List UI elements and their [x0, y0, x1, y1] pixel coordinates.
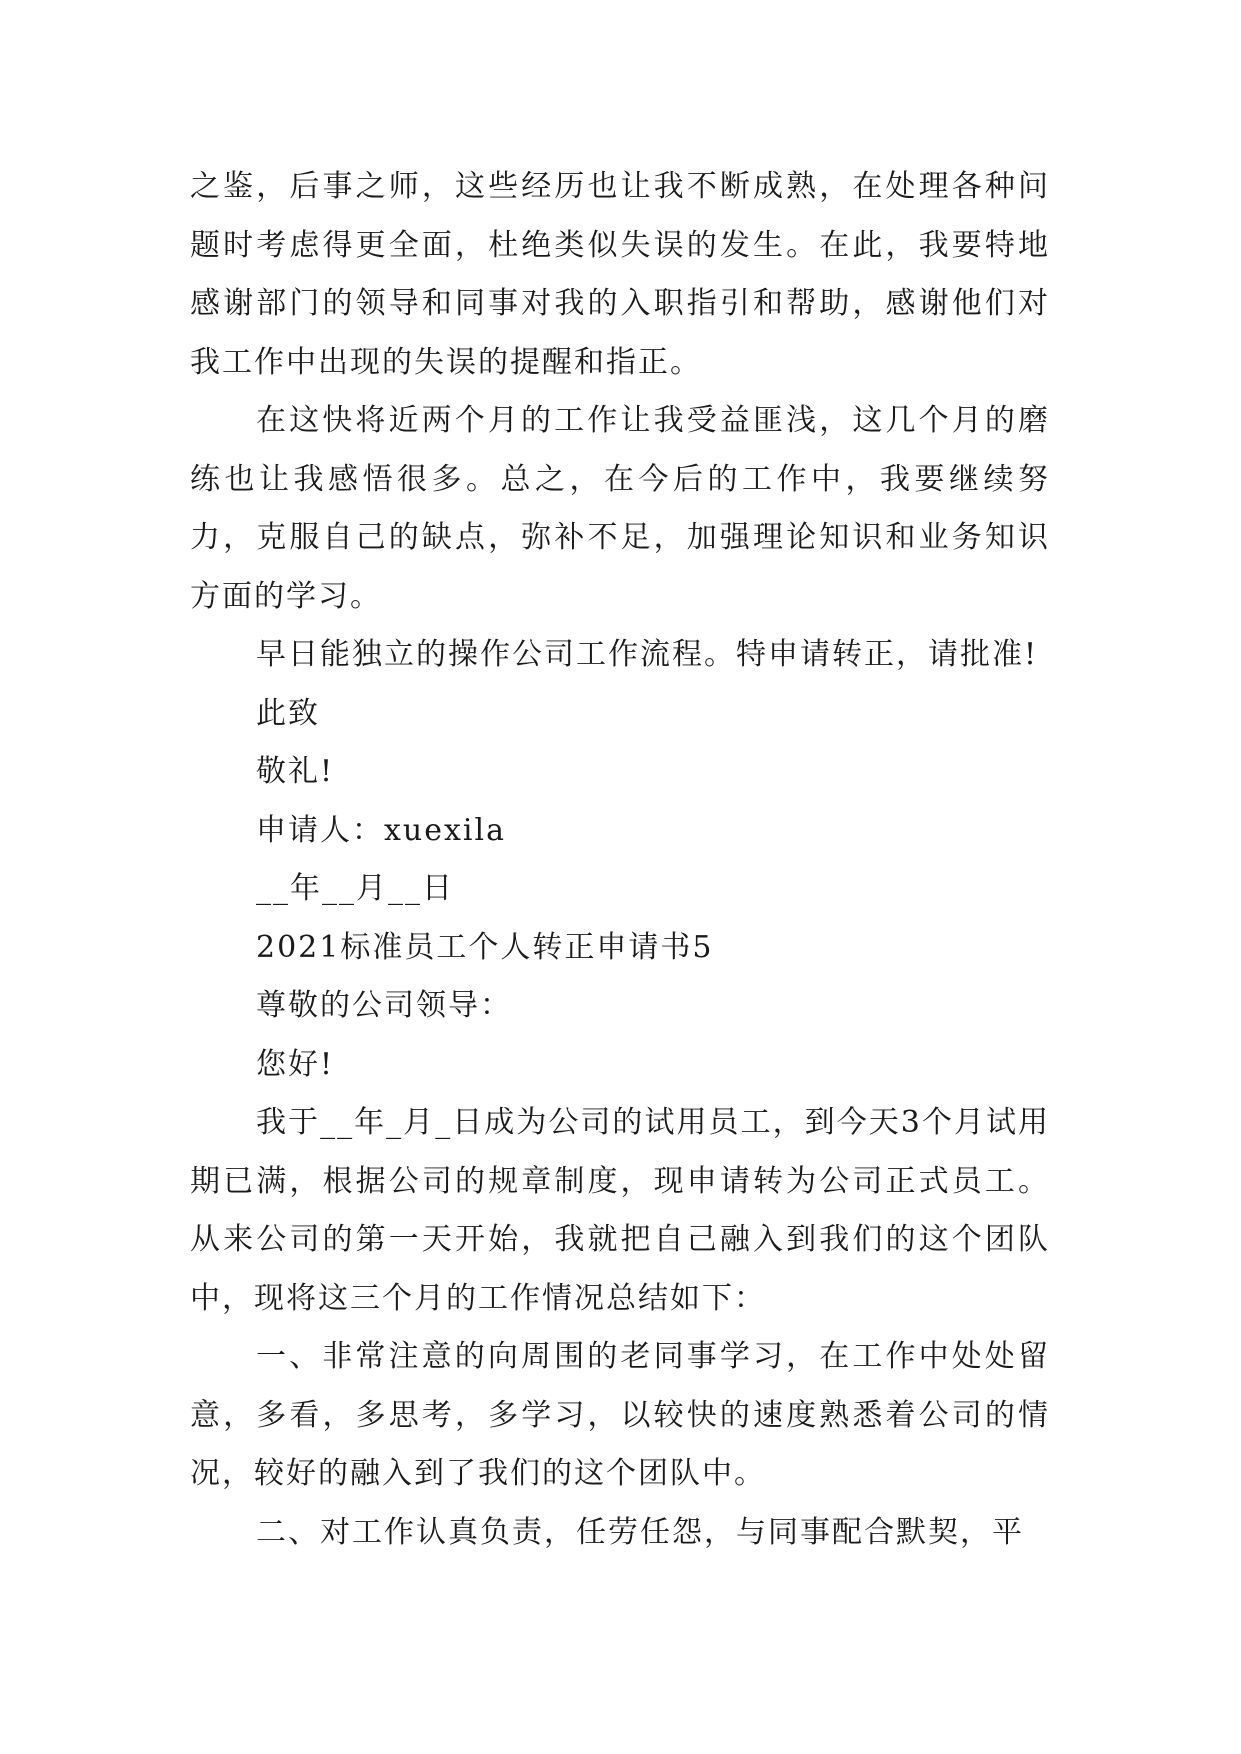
paragraph-intro: 我于__年_月_日成为公司的试用员工，到今天3个月试用期已满，根据公司的规章制度，现申请转为公司正式员工。从来公司的第一天开始，我就把自己融入到我们的这个团队中，现将这三个月的工作情况总结如下：: [190, 1105, 1050, 1316]
date-line: __年__月__日: [256, 871, 454, 906]
document-body: [190, 158, 1050, 1562]
applicant-line: 申请人：xuexila: [256, 812, 506, 848]
paragraph-continued: 之鉴，后事之师，这些经历也让我不断成熟，在处理各种问题时考虑得更全面，杜绝类似失误的发生。在此，我要特地感谢部门的领导和同事对我的入职指引和帮助，感谢他们对我工作中出现的失误的提醒和指正。: [190, 169, 1050, 380]
closing-greeting: 此致: [256, 695, 320, 731]
paragraph-point-one: 一、非常注意的向周围的老同事学习，在工作中处处留意，多看，多思考，多学习，以较快的速度熟悉着公司的情况，较好的融入到了我们的这个团队中。: [190, 1339, 1050, 1491]
closing-salute: 敬礼!: [256, 754, 335, 789]
paragraph-reflection: 在这快将近两个月的工作让我受益匪浅，这几个月的磨练也让我感悟很多。总之，在今后的工作中，我要继续努力，克服自己的缺点，弥补不足，加强理论知识和业务知识方面的学习。: [190, 403, 1050, 614]
greeting: 您好!: [256, 1046, 335, 1082]
section-title: 2021标准员工个人转正申请书5: [256, 929, 714, 965]
salutation: 尊敬的公司领导：: [256, 988, 512, 1023]
paragraph-point-two: 二、对工作认真负责，任劳任怨，与同事配合默契，平: [256, 1514, 1024, 1550]
paragraph-request: 早日能独立的操作公司工作流程。特申请转正，请批准!: [256, 637, 1039, 672]
